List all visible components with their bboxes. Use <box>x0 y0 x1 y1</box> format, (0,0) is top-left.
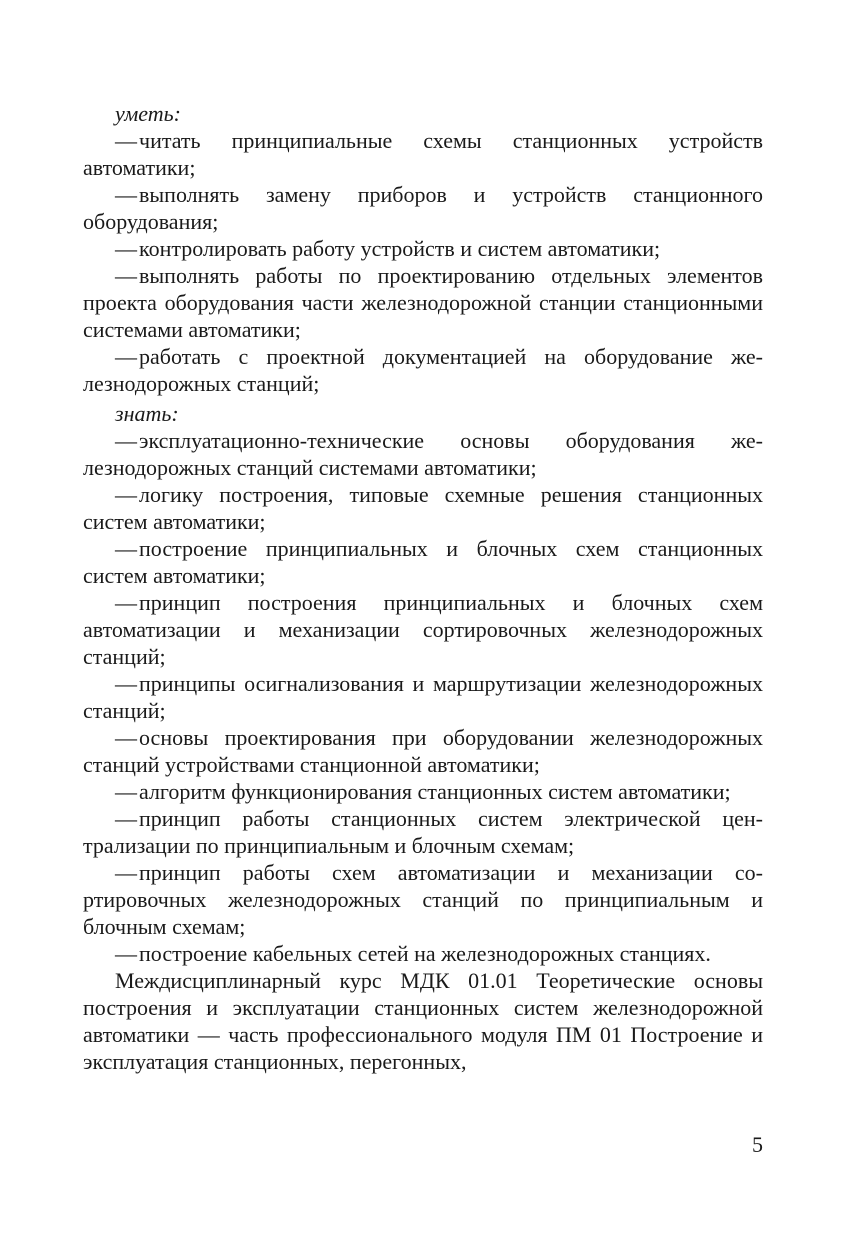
dash: — <box>115 860 137 885</box>
knowledge-item-text: принцип построения принципиальных и блочных схем автоматизации и механизации сортировочных железнодорожных станций; <box>83 590 763 669</box>
knowledge-item-text: алгоритм функционирования станционных систем автоматики; <box>139 779 731 804</box>
knowledge-item-text: основы проектирования при оборудовании железнодорожных станций устройствами станционной автоматики; <box>83 725 763 777</box>
knowledge-heading: знать: <box>115 401 179 426</box>
dash: — <box>115 779 137 804</box>
dash: — <box>115 482 137 507</box>
knowledge-item-text: логику построения, типовые схемные решения станционных систем автоматики; <box>83 482 763 534</box>
dash: — <box>115 536 137 561</box>
skills-item-text: читать принципиальные схемы станционных устройств автоматики; <box>83 128 763 180</box>
dash: — <box>115 236 137 261</box>
skills-item <box>83 262 763 343</box>
knowledge-item-text: принципы осигнализования и маршрутизации железнодорожных станций; <box>83 671 763 723</box>
dash: — <box>115 182 137 207</box>
knowledge-item-text: эксплуатационно-технические основы оборудования железнодорожных станций системами автоматики; <box>83 428 763 480</box>
skills-item-text: контролировать работу устройств и систем автоматики; <box>139 236 661 261</box>
knowledge-item <box>83 940 763 967</box>
knowledge-item-text: построение принципиальных и блочных схем станционных систем автоматики; <box>83 536 763 588</box>
dash: — <box>115 263 137 288</box>
knowledge-item <box>83 589 763 670</box>
dash: — <box>115 806 137 831</box>
skills-item-text: выполнять работы по проектированию отдельных элементов проекта оборудования части железнодорожной станции станционными системами автоматики; <box>83 263 763 342</box>
knowledge-item <box>83 859 763 940</box>
skills-item <box>83 127 763 181</box>
skills-heading: уметь: <box>115 101 181 126</box>
dash: — <box>115 941 137 966</box>
skills-item <box>83 235 763 262</box>
dash: — <box>115 671 137 696</box>
dash: — <box>115 128 137 153</box>
skills-item <box>83 181 763 235</box>
page-body <box>83 100 763 1075</box>
knowledge-item <box>83 481 763 535</box>
knowledge-item-text: принцип работы схем автоматизации и механизации сортировочных железнодорожных станций по принципиальным и блочным схемам; <box>83 860 763 939</box>
knowledge-item <box>83 535 763 589</box>
dash: — <box>115 428 137 453</box>
knowledge-item <box>83 778 763 805</box>
page-number: 5 <box>752 1132 763 1157</box>
closing-paragraph: Междисциплинарный курс МДК 01.01 Теоретические основы построения и эксплуатации станционных систем железнодорожной автоматики — часть профессионального модуля ПМ 01 Построение и эксплуатация станционных, перегонных, <box>83 968 763 1074</box>
skills-item-text: выполнять замену приборов и устройств станционного оборудования; <box>83 182 763 234</box>
dash: — <box>115 344 137 369</box>
knowledge-item <box>83 805 763 859</box>
knowledge-item <box>83 670 763 724</box>
dash: — <box>115 725 137 750</box>
knowledge-item-text: принцип работы станционных систем электрической централизации по принципиальным и блочным схемам; <box>83 806 763 858</box>
skills-item-text: работать с проектной документацией на оборудование железнодорожных станций; <box>83 344 763 396</box>
skills-item <box>83 343 763 397</box>
knowledge-item-text: построение кабельных сетей на железнодорожных станциях. <box>139 941 711 966</box>
knowledge-item <box>83 724 763 778</box>
dash: — <box>115 590 137 615</box>
knowledge-item <box>83 427 763 481</box>
